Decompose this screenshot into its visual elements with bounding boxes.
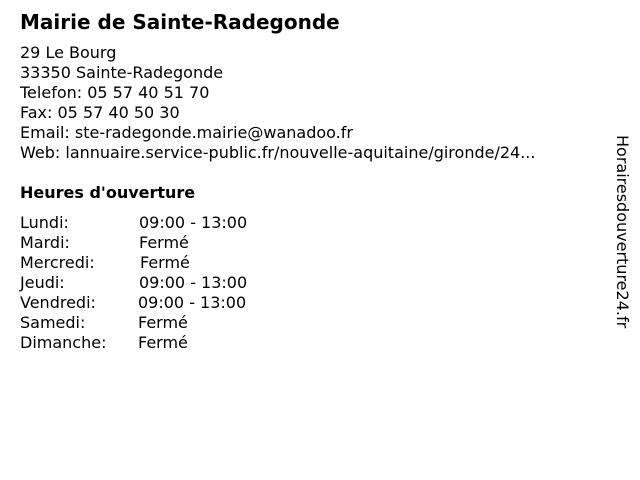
day-label: Dimanche: bbox=[20, 333, 107, 352]
day-hours: Fermé bbox=[140, 253, 190, 272]
web-label: Web: bbox=[20, 143, 61, 162]
opening-hours-heading: Heures d'ouverture bbox=[20, 183, 196, 202]
contact-block bbox=[20, 43, 535, 163]
address-line-1: 29 Le Bourg bbox=[20, 43, 117, 62]
email-line bbox=[20, 123, 535, 143]
email-label: Email: bbox=[20, 123, 70, 142]
day-hours: Fermé bbox=[138, 313, 188, 332]
web-link[interactable]: lannuaire.service-public.fr/nouvelle-aquitaine/gironde/24... bbox=[65, 143, 536, 162]
day-label: Jeudi: bbox=[20, 273, 65, 292]
day-hours: Fermé bbox=[138, 333, 188, 352]
day-label: Mardi: bbox=[20, 233, 70, 252]
phone-label: Telefon: bbox=[20, 83, 83, 102]
fax-number: 05 57 40 50 30 bbox=[57, 103, 180, 122]
web-line bbox=[20, 143, 535, 163]
site-watermark: Horairesdouverture24.fr bbox=[613, 135, 632, 329]
place-title: Mairie de Sainte-Radegonde bbox=[20, 10, 340, 34]
day-hours: 09:00 - 13:00 bbox=[138, 293, 247, 312]
phone-number[interactable]: 05 57 40 51 70 bbox=[87, 83, 210, 102]
day-label: Lundi: bbox=[20, 213, 69, 232]
address-line-2: 33350 Sainte-Radegonde bbox=[20, 63, 224, 82]
day-label: Mercredi: bbox=[20, 253, 95, 272]
fax-label: Fax: bbox=[20, 103, 53, 122]
day-hours: Fermé bbox=[139, 233, 189, 252]
day-hours: 09:00 - 13:00 bbox=[139, 273, 248, 292]
day-label: Samedi: bbox=[20, 313, 86, 332]
fax-line bbox=[20, 103, 535, 123]
phone-line bbox=[20, 83, 535, 103]
day-label: Vendredi: bbox=[20, 293, 96, 312]
email-link[interactable]: ste-radegonde.mairie@wanadoo.fr bbox=[74, 123, 353, 142]
day-hours: 09:00 - 13:00 bbox=[139, 213, 248, 232]
